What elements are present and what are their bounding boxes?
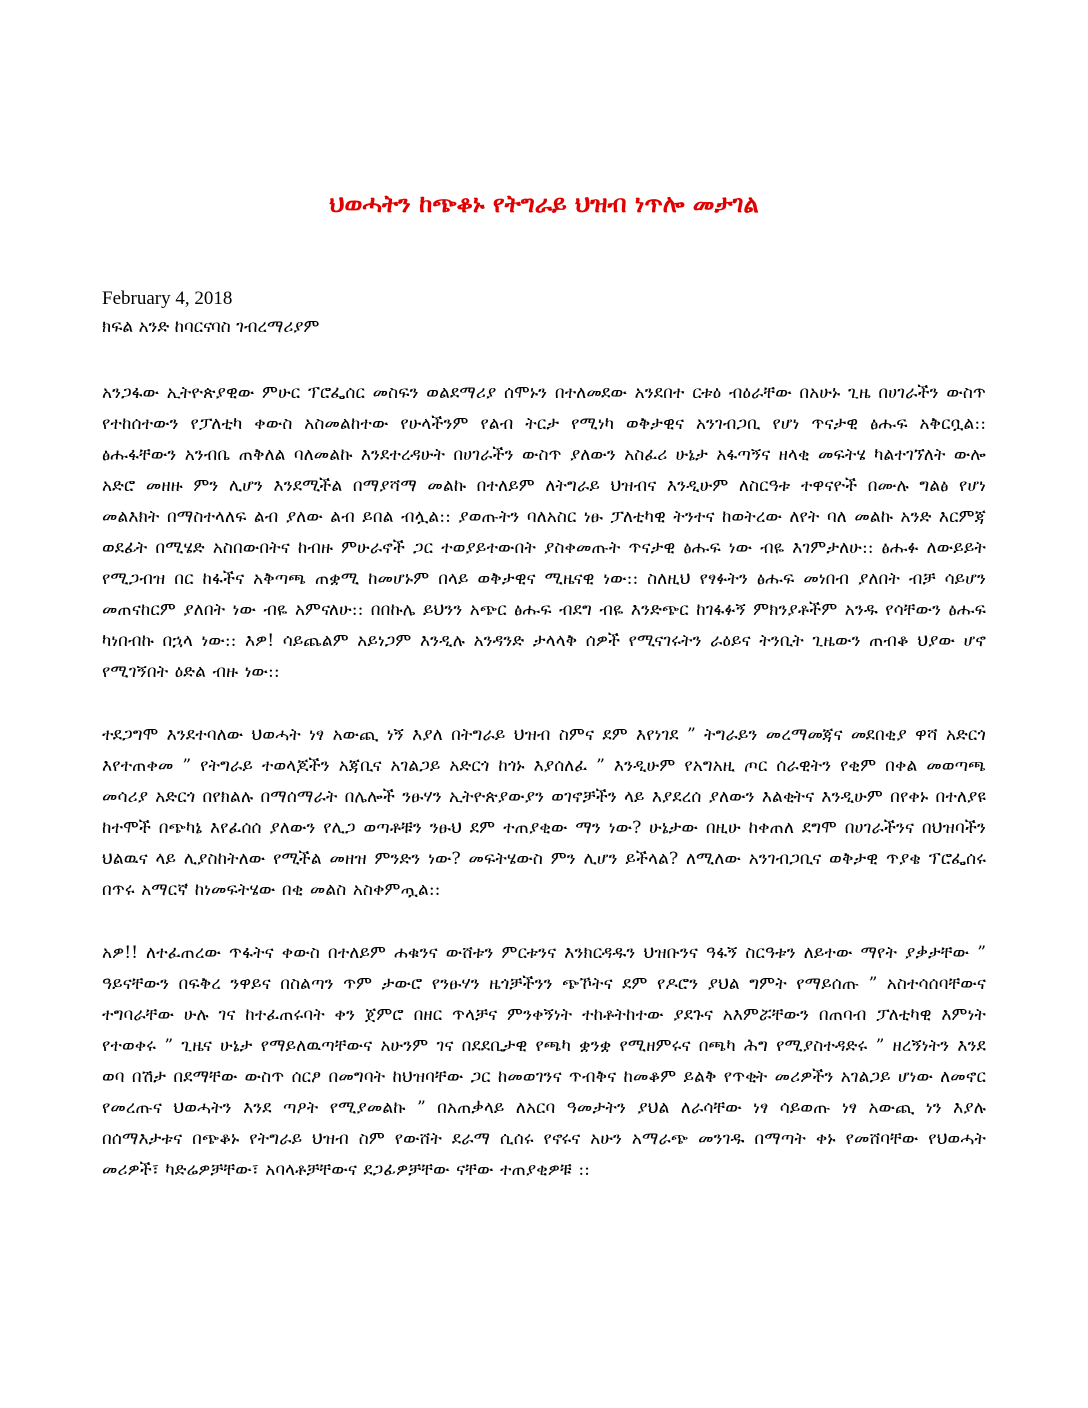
publish-date: February 4, 2018 <box>102 288 233 309</box>
document-meta <box>102 285 986 341</box>
paragraph: አንጋፋው ኢትዮጵያዊው ምሁር ፕሮፌሰር መስፍን ወልደማሪያ ሰሞኑን በተለመደው አንደበተ ርቱዕ ብዕራቸው በአሁኑ ጊዜ በሀገራችን ውስጥ የተከሰተውን የፓለቲካ ቀውስ አስመልከተው የሁላችንም የልብ ትርታ የሚነካ ወቅታዊና አንገብጋቢ የሆነ ጥናታዊ ፅሑፍ አቅርቧል:: ፅሑፋቸውን አንብቤ ጠቅለል ባለመልኩ እንደተረዳሁት በሀገራችን ውስጥ ያለውን አስፈሪ ሁኔታ አፋጣኝና ዘላቂ መፍትሄ ካልተገኘለት ውሎ አድሮ መዘዙ ምን ሊሆን እንደሚችል በማያሻማ መልኩ በተለይም ለትግራይ ህዝብና እንዲሁም ለስርዓቱ ተዋናዮች በሙሉ ግልፅ የሆነ መልእክት በማስተላለፍ ልብ ያለው ልብ ይበል ብሏል:: ያወጡትን ባለአስር ነፁ ፓለቲካዊ ትንተና ከወትረው ለየት ባለ መልኩ አንድ እርምጃ ወደፊት በሚሄድ አስበውበትና ከብዙ ምሁራኖች ጋር ተወያይተውበት ያስቀመጡት ጥናታዊ ፅሑፍ ነው ብዬ እገምታለሁ:: ፅሑፉ ለውይይት የሚጋብዝ በር ከፋችና አቅጣጫ ጠቋሚ ከመሆኑም በላይ ወቅታዊና ሚዜናዊ ነው:: ስለዚህ የፃፉትን ፅሑፍ መነበብ ያለበት ብቻ ሳይሆን መጠናከርም ያለበት ነው ብዬ አምናለሁ:: በበኩሌ ይህንን አጭር ፅሑፍ ብደግ ብዬ እንድጭር ከገፋፉኝ ምክንያቶችም አንዱ የሳቸውን ፅሑፍ ካነበብኩ በኋላ ነው:: እዎ! ሳይጨልም አይነጋም እንዲሉ አንዳንድ ታላላቅ ሰዎች የሚናገሩትን ራዕይና ትንቢት ጊዜውን ጠብቆ ህያው ሆኖ የሚገኝበት ዕድል ብዙ ነው:: <box>102 383 986 682</box>
paragraph: አዎ!! ለተፈጠረው ጥፋትና ቀውስ በተለይም ሐቁንና ውሸቱን ምርቱንና እንክርዳዱን ህዝቡንና ዓፋኝ ስርዓቱን ለይተው ማየት ያቃታቸው ” ዓይናቸውን በፍቅረ ንዋይና በስልጣን ጥም ታውሮ የንፁሃን ዜጎቻችንን ጭኾትና ደም የዶሮን ያህል ግምት የማይሰጡ ” አስተሳሰባቸውና ተግባራቸው ሁሉ ገና ከተፈጠሩባት ቀን ጀምሮ በዘር ጥላቻና ምንቀኝነት ተከቶትከተው ያደጉና አእምሯቸውን በጠባብ ፓለቲካዊ እምነት የተወቀሩ ” ጊዜና ሁኔታ የማይለዉጣቸውና አሁንም ገና በደደቢታዊ የጫካ ቋንቋ የሚዘምሩና በጫካ ሕግ የሚያስተዳድሩ ” ዘረኝነትን እንደ ወባ በሽታ በደማቸው ውስጥ ሰርፆ በመግባት ከህዝባቸው ጋር ከመወገንና ጥብቅና ከመቆም ይልቅ የጥቂት መሪዎችን አገልጋይ ሆነው ለመኖር የመረጡና ህወሓትን እንደ ጣዖት የሚያመልኩ ” በአጠቃላይ ለአርባ ዓመታትን ያህል ለራሳቸው ነፃ ሳይወጡ ነፃ አውጪ ነን እያሉ በሰማእታቱና በጭቆኑ የትግራይ ህዝብ ስም የውሸት ደራማ ሲሰሩ የኖሩና አሁን አማራጭ መንገዱ በማጣት ቀኑ የመሸባቸው የህወሓት መሪዎች፣ ካድሬዎቻቸው፣ አባላቶቻቸውና ደጋፊዎቻቸው ናቸው ተጠያቂዎቹ :: <box>102 943 986 1180</box>
paragraph: ተደጋግሞ እንደተባለው ህወሓት ነፃ አውጪ ነኝ እያለ በትግራይ ህዝብ ስምና ደም እየነገደ ” ትግራይን መረማመጃና መደበቂያ ዋሻ አድርጎ እየተጠቀመ ” የትግራይ ተወላጆችን አጃቢና አገልጋይ አድርጎ ከጎኑ እያሰለፈ ” እንዲሁም የአግአዚ ጦር ሰራዊትን የቂም በቀል መወጣጫ መሳሪያ አድርጎ በየክልሉ በማሰማራት በሌሎች ንፁሃን ኢትዮጵያውያን ወገኖቻችን ላይ እያደረሰ ያለውን እልቂትና እንዲሁም በየቀኑ በተለያዩ ከተሞች በጭካኔ እየፈሰሰ ያለውን የሊጋ ወጣቶቹን ንፁህ ደም ተጠያቂው ማን ነው? ሁኔታው በዚሁ ከቀጠለ ደግሞ በሀገራችንና በህዝባችን ህልዉና ላይ ሊያስከትለው የሚችል መዘዝ ምንድን ነው? መፍትሄውስ ምን ሊሆን ይችላል? ለሚለው አንገብጋቢና ወቅታዊ ጥያቄ ፕሮፌሰሩ በጥሩ አማርኛ ከነመፍትሄው በቂ መልስ አስቀምጧል:: <box>102 725 986 900</box>
document-page <box>102 0 986 1408</box>
author-line: ክፍል አንድ ከባርናባስ ገብረማሪያም <box>102 317 320 337</box>
document-body <box>102 378 986 1218</box>
document-title: ህወሓትን ከጭቆኑ የትግራይ ህዝብ ነጥሎ መታገል <box>329 190 759 218</box>
